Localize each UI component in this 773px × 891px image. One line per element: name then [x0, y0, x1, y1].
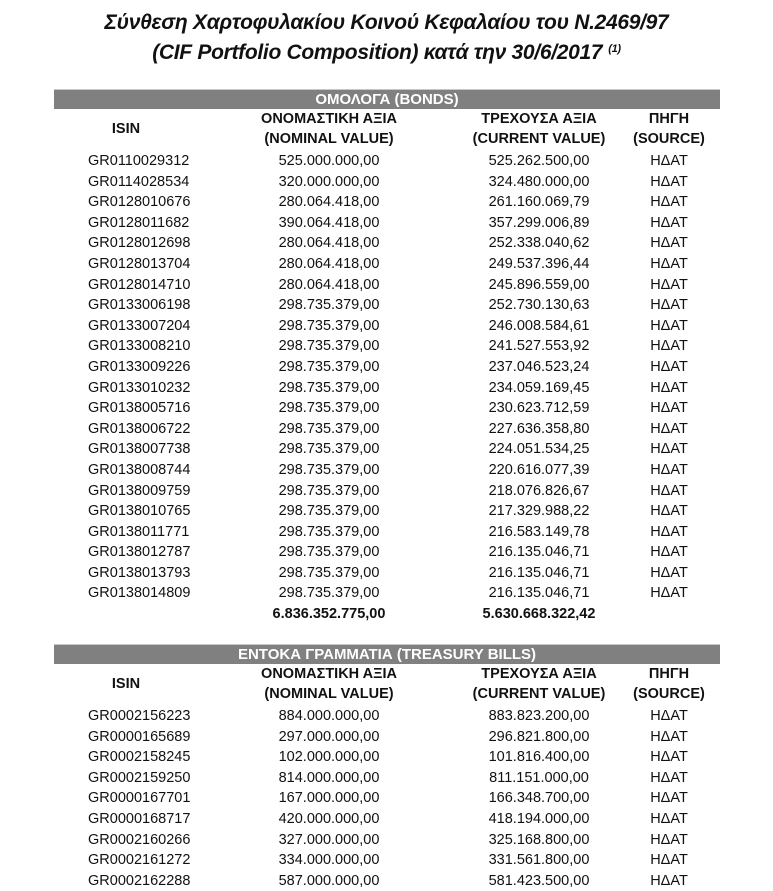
current-value-cell: 230.623.712,59 [488, 400, 590, 417]
header-nominal-gr: ΟΝΟΜΑΣΤΙΚΗ ΑΞΙΑ [261, 666, 397, 682]
nominal-value-cell: 390.064.418,00 [278, 214, 380, 231]
source-cell: ΗΔΑΤ [650, 214, 688, 231]
header-source-en: (SOURCE) [633, 131, 705, 147]
nominal-value-cell: 814.000.000,00 [278, 769, 380, 786]
current-value-cell: 224.051.534,25 [488, 441, 590, 458]
nominal-value-cell: 525.000.000,00 [278, 153, 380, 169]
table-row [54, 460, 720, 481]
header-current-en: (CURRENT VALUE) [472, 131, 606, 147]
table-row [54, 522, 720, 543]
isin-cell: GR0138011771 [88, 523, 190, 540]
source-cell: ΗΔΑΤ [650, 769, 688, 786]
current-value-cell: 101.816.400,00 [488, 749, 590, 766]
isin-cell: GR0128011682 [88, 214, 190, 231]
header-isin: ISIN [111, 676, 141, 692]
source-cell: ΗΔΑΤ [650, 872, 688, 889]
nominal-value-cell: 298.735.379,00 [278, 358, 380, 375]
nominal-value-cell: 298.735.379,00 [278, 297, 380, 314]
header-current-gr: ΤΡΕΧΟΥΣΑ ΑΞΙΑ [481, 111, 597, 127]
table-row [54, 254, 720, 275]
current-value-cell: 216.583.149,78 [488, 523, 590, 540]
current-value-cell: 166.348.700,00 [488, 790, 590, 807]
header-current-value [444, 664, 634, 704]
current-value-cell: 216.135.046,71 [488, 564, 590, 581]
header-current-value [444, 109, 634, 149]
isin-cell: GR0002162288 [88, 872, 191, 889]
isin-cell: GR0002160266 [88, 831, 191, 848]
nominal-value-cell: 280.064.418,00 [278, 194, 380, 211]
source-cell: ΗΔΑΤ [650, 461, 688, 478]
table-row [54, 398, 720, 419]
header-current-gr: ΤΡΕΧΟΥΣΑ ΑΞΙΑ [481, 666, 597, 682]
nominal-value-cell: 298.735.379,00 [278, 564, 380, 581]
isin-cell: GR0110029312 [88, 153, 190, 169]
table-row [54, 439, 720, 460]
source-cell: ΗΔΑΤ [650, 523, 688, 540]
isin-cell: GR0002156223 [88, 708, 191, 724]
source-cell: ΗΔΑΤ [650, 810, 688, 827]
source-cell: ΗΔΑΤ [650, 708, 688, 724]
table-row [54, 747, 720, 768]
header-current-en: (CURRENT VALUE) [472, 686, 606, 702]
isin-cell: GR0138006722 [88, 420, 191, 437]
bonds-total-row [54, 604, 720, 625]
current-value-cell: 883.823.200,00 [488, 708, 590, 724]
treasury-bills-section [54, 644, 720, 891]
current-value-cell: 357.299.006,89 [488, 214, 590, 231]
nominal-value-cell: 884.000.000,00 [278, 708, 380, 724]
nominal-value-cell: 298.735.379,00 [278, 420, 380, 437]
current-value-cell: 217.329.988,22 [488, 503, 590, 520]
nominal-value-cell: 298.735.379,00 [278, 544, 380, 561]
isin-cell: GR0114028534 [88, 173, 190, 190]
isin-cell: GR0133007204 [88, 317, 191, 334]
document-subtitle [0, 40, 773, 66]
current-value-cell: 252.338.040,62 [488, 235, 590, 252]
nominal-value-cell: 327.000.000,00 [278, 831, 380, 848]
header-nominal-en: (NOMINAL VALUE) [264, 131, 394, 147]
table-row [54, 481, 720, 502]
isin-cell: GR0138013793 [88, 564, 191, 581]
current-value-cell: 296.821.800,00 [488, 728, 590, 745]
table-row [54, 275, 720, 296]
nominal-value-cell: 298.735.379,00 [278, 482, 380, 499]
current-value-cell: 418.194.000,00 [488, 810, 590, 827]
table-row [54, 192, 720, 213]
source-cell: ΗΔΑΤ [650, 297, 688, 314]
current-value-cell: 220.616.077,39 [488, 461, 590, 478]
isin-cell: GR0000168717 [88, 810, 191, 827]
isin-cell: GR0002159250 [88, 769, 191, 786]
subtitle-text: (CIF Portfolio Composition) κατά την 30/6/2017 [152, 41, 603, 64]
isin-cell: GR0138008744 [88, 461, 191, 478]
nominal-value-cell: 298.735.379,00 [278, 441, 380, 458]
treasury-bills-rows [54, 706, 720, 891]
nominal-value-cell: 167.000.000,00 [278, 790, 380, 807]
isin-cell: GR0128012698 [88, 235, 191, 252]
current-value-cell: 325.168.800,00 [488, 831, 590, 848]
current-value-cell: 581.423.500,00 [488, 872, 590, 889]
isin-cell: GR0138007738 [88, 441, 191, 458]
bonds-total-current: 5.630.668.322,42 [482, 606, 596, 623]
isin-cell: GR0138005716 [88, 400, 191, 417]
isin-cell: GR0138009759 [88, 482, 191, 499]
current-value-cell: 216.135.046,71 [488, 585, 590, 602]
source-cell: ΗΔΑΤ [650, 194, 688, 211]
isin-cell: GR0002161272 [88, 852, 191, 869]
isin-cell: GR0133006198 [88, 297, 191, 314]
bonds-section [54, 89, 720, 625]
source-cell: ΗΔΑΤ [650, 276, 688, 293]
bonds-rows [54, 151, 720, 604]
isin-cell: GR0128013704 [88, 255, 191, 272]
table-row [54, 727, 720, 748]
current-value-cell: 246.008.584,61 [488, 317, 590, 334]
source-cell: ΗΔΑΤ [650, 503, 688, 520]
footnote-marker: (1) [608, 43, 621, 55]
table-row [54, 213, 720, 234]
current-value-cell: 331.561.800,00 [488, 852, 590, 869]
table-row [54, 501, 720, 522]
isin-cell: GR0000167701 [88, 790, 191, 807]
source-cell: ΗΔΑΤ [650, 255, 688, 272]
source-cell: ΗΔΑΤ [650, 400, 688, 417]
nominal-value-cell: 280.064.418,00 [278, 276, 380, 293]
table-row [54, 788, 720, 809]
source-cell: ΗΔΑΤ [650, 235, 688, 252]
header-isin: ISIN [111, 121, 141, 137]
table-row [54, 706, 720, 727]
table-row [54, 768, 720, 789]
source-cell: ΗΔΑΤ [650, 358, 688, 375]
isin-cell: GR0138014809 [88, 585, 191, 602]
nominal-value-cell: 280.064.418,00 [278, 255, 380, 272]
source-cell: ΗΔΑΤ [650, 852, 688, 869]
nominal-value-cell: 587.000.000,00 [278, 872, 380, 889]
header-source-gr: ΠΗΓΗ [648, 111, 690, 127]
nominal-value-cell: 334.000.000,00 [278, 852, 380, 869]
table-row [54, 151, 720, 172]
document-title: Σύνθεση Χαρτοφυλακίου Κοινού Κεφαλαίου του Ν.2469/97 [104, 11, 669, 34]
nominal-value-cell: 297.000.000,00 [278, 728, 380, 745]
header-nominal-value [234, 109, 424, 149]
header-source [619, 109, 719, 149]
current-value-cell: 234.059.169,45 [488, 379, 590, 396]
treasury-bills-column-headers [54, 664, 720, 706]
nominal-value-cell: 298.735.379,00 [278, 523, 380, 540]
source-cell: ΗΔΑΤ [650, 441, 688, 458]
current-value-cell: 216.135.046,71 [488, 544, 590, 561]
nominal-value-cell: 298.735.379,00 [278, 338, 380, 355]
header-source-gr: ΠΗΓΗ [648, 666, 690, 682]
current-value-cell: 811.151.000,00 [489, 769, 589, 786]
bonds-total-nominal: 6.836.352.775,00 [272, 606, 386, 623]
nominal-value-cell: 298.735.379,00 [278, 461, 380, 478]
header-nominal-en: (NOMINAL VALUE) [264, 686, 394, 702]
current-value-cell: 525.262.500,00 [488, 153, 590, 169]
table-row [54, 563, 720, 584]
source-cell: ΗΔΑΤ [650, 317, 688, 334]
table-row [54, 316, 720, 337]
source-cell: ΗΔΑΤ [650, 544, 688, 561]
isin-cell: GR0000165689 [88, 728, 191, 745]
table-row [54, 172, 720, 193]
isin-cell: GR0128014710 [88, 276, 191, 293]
current-value-cell: 252.730.130,63 [488, 297, 590, 314]
source-cell: ΗΔΑΤ [650, 379, 688, 396]
current-value-cell: 249.537.396,44 [488, 255, 590, 272]
isin-cell: GR0138010765 [88, 503, 191, 520]
bonds-column-headers [54, 109, 720, 151]
table-row [54, 583, 720, 604]
isin-cell: GR0133008210 [88, 338, 191, 355]
source-cell: ΗΔΑΤ [650, 564, 688, 581]
isin-cell: GR0138012787 [88, 544, 191, 561]
source-cell: ΗΔΑΤ [650, 749, 688, 766]
source-cell: ΗΔΑΤ [650, 420, 688, 437]
source-cell: ΗΔΑΤ [650, 585, 688, 602]
source-cell: ΗΔΑΤ [650, 153, 688, 169]
table-row [54, 336, 720, 357]
isin-cell: GR0133009226 [88, 358, 191, 375]
header-source [619, 664, 719, 704]
nominal-value-cell: 298.735.379,00 [278, 585, 380, 602]
nominal-value-cell: 280.064.418,00 [278, 235, 380, 252]
bonds-section-heading: ΟΜΟΛΟΓΑ (BONDS) [54, 89, 720, 109]
table-row [54, 542, 720, 563]
header-source-en: (SOURCE) [633, 686, 705, 702]
treasury-bills-section-heading: ΕΝΤΟΚΑ ΓΡΑΜΜΑΤΙΑ (TREASURY BILLS) [54, 644, 720, 664]
source-cell: ΗΔΑΤ [650, 831, 688, 848]
current-value-cell: 218.076.826,67 [488, 482, 590, 499]
table-row [54, 295, 720, 316]
current-value-cell: 324.480.000,00 [488, 173, 590, 190]
isin-cell: GR0133010232 [88, 379, 191, 396]
nominal-value-cell: 320.000.000,00 [278, 173, 380, 190]
table-row [54, 850, 720, 871]
current-value-cell: 241.527.553,92 [488, 338, 590, 355]
current-value-cell: 237.046.523,24 [488, 358, 590, 375]
current-value-cell: 227.636.358,80 [488, 420, 590, 437]
table-row [54, 357, 720, 378]
nominal-value-cell: 298.735.379,00 [278, 317, 380, 334]
nominal-value-cell: 102.000.000,00 [278, 749, 380, 766]
nominal-value-cell: 298.735.379,00 [278, 379, 380, 396]
source-cell: ΗΔΑΤ [650, 173, 688, 190]
nominal-value-cell: 420.000.000,00 [278, 810, 380, 827]
current-value-cell: 261.160.069,79 [488, 194, 590, 211]
source-cell: ΗΔΑΤ [650, 790, 688, 807]
table-row [54, 233, 720, 254]
isin-cell: GR0002158245 [88, 749, 191, 766]
source-cell: ΗΔΑΤ [650, 728, 688, 745]
table-row [54, 871, 720, 891]
table-row [54, 419, 720, 440]
table-row [54, 830, 720, 851]
header-nominal-gr: ΟΝΟΜΑΣΤΙΚΗ ΑΞΙΑ [261, 111, 397, 127]
source-cell: ΗΔΑΤ [650, 338, 688, 355]
table-row [54, 378, 720, 399]
nominal-value-cell: 298.735.379,00 [278, 503, 380, 520]
nominal-value-cell: 298.735.379,00 [278, 400, 380, 417]
table-row [54, 809, 720, 830]
source-cell: ΗΔΑΤ [650, 482, 688, 499]
header-nominal-value [234, 664, 424, 704]
current-value-cell: 245.896.559,00 [488, 276, 590, 293]
isin-cell: GR0128010676 [88, 194, 191, 211]
